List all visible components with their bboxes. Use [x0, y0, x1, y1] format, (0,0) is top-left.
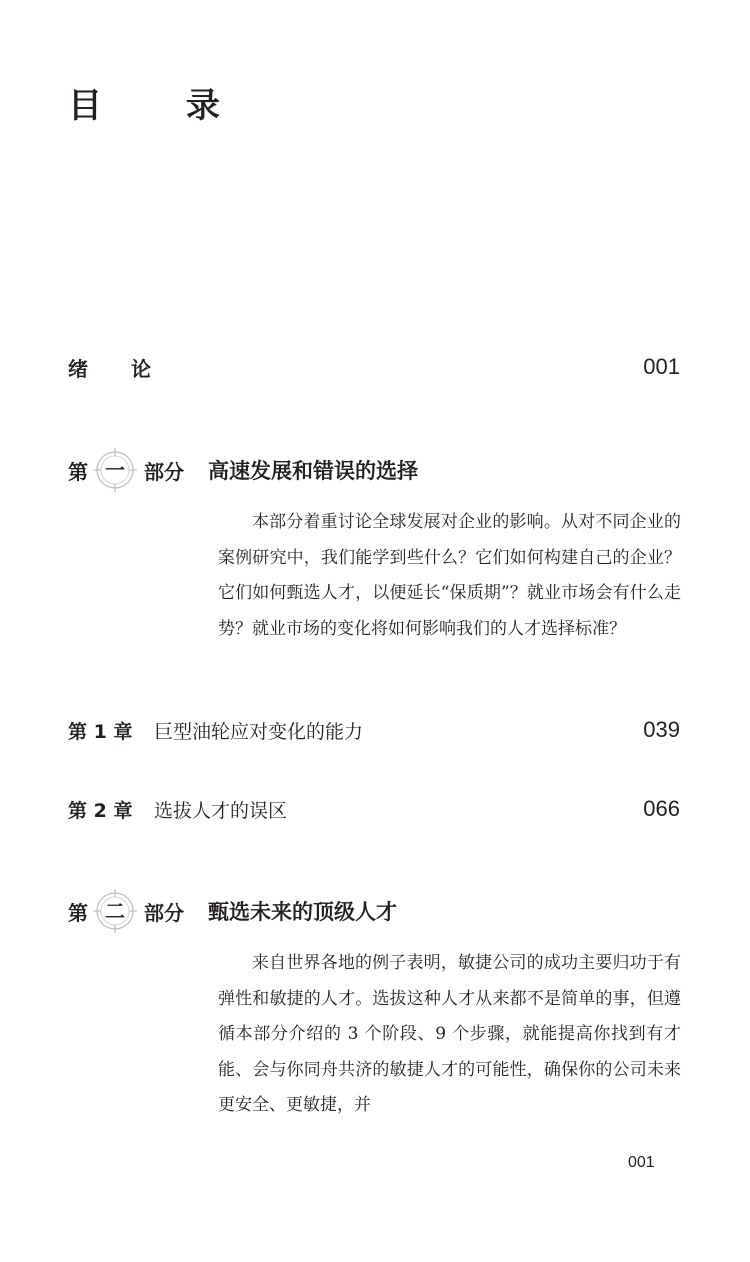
- chapter-1-title: 巨型油轮应对变化的能力: [154, 720, 364, 743]
- chapter-1-label: 第 1 章: [68, 720, 133, 743]
- part-one-suffix: 部分: [144, 459, 184, 484]
- part-two-number: 二: [105, 899, 125, 923]
- toc-title: 目 录: [68, 86, 256, 126]
- toc-entry-chapter-2[interactable]: [68, 792, 680, 826]
- chapter-1-page-number: 039: [643, 717, 680, 742]
- chapter-2-title: 选拔人才的误区: [154, 799, 288, 822]
- part-one-prefix: 第: [68, 459, 88, 484]
- part-one-summary: 本部分着重讨论全球发展对企业的影响。从对不同企业的案例研究中，我们能学到些什么？它们如何构建自己的企业？它们如何甄选人才，以便延长“保质期”？就业市场会有什么走势？就业市场的变化将如何影响我们的人才选择标准？: [218, 512, 681, 639]
- part-two-title: 甄选未来的顶级人才: [208, 900, 397, 924]
- part-one-heading[interactable]: [68, 448, 418, 492]
- part-two-number-badge: [92, 888, 138, 934]
- part-one-number: 一: [105, 458, 125, 482]
- intro-label: 绪 论: [68, 356, 169, 381]
- part-two-summary: 来自世界各地的例子表明，敏捷公司的成功主要归功于有弹性和敏捷的人才。选拔这种人才从来都不是简单的事，但遵循本部分介绍的 3 个阶段、9 个步骤，就能提高你找到有才能、会与你同舟共济的敏捷人才的可能性，确保你的公司未来更安全、更敏捷，并: [218, 953, 681, 1115]
- toc-entry-intro[interactable]: [68, 350, 680, 384]
- part-two-prefix: 第: [68, 900, 88, 925]
- intro-page-number: 001: [643, 354, 680, 379]
- part-one-title: 高速发展和错误的选择: [208, 459, 418, 483]
- chapter-2-page-number: 066: [643, 796, 680, 821]
- toc-entry-chapter-1[interactable]: [68, 713, 680, 747]
- part-two-heading[interactable]: [68, 889, 397, 933]
- part-one-number-badge: [92, 447, 138, 493]
- part-two-suffix: 部分: [144, 900, 184, 925]
- chapter-2-label: 第 2 章: [68, 799, 133, 822]
- footer-page-number: 001: [628, 1154, 655, 1171]
